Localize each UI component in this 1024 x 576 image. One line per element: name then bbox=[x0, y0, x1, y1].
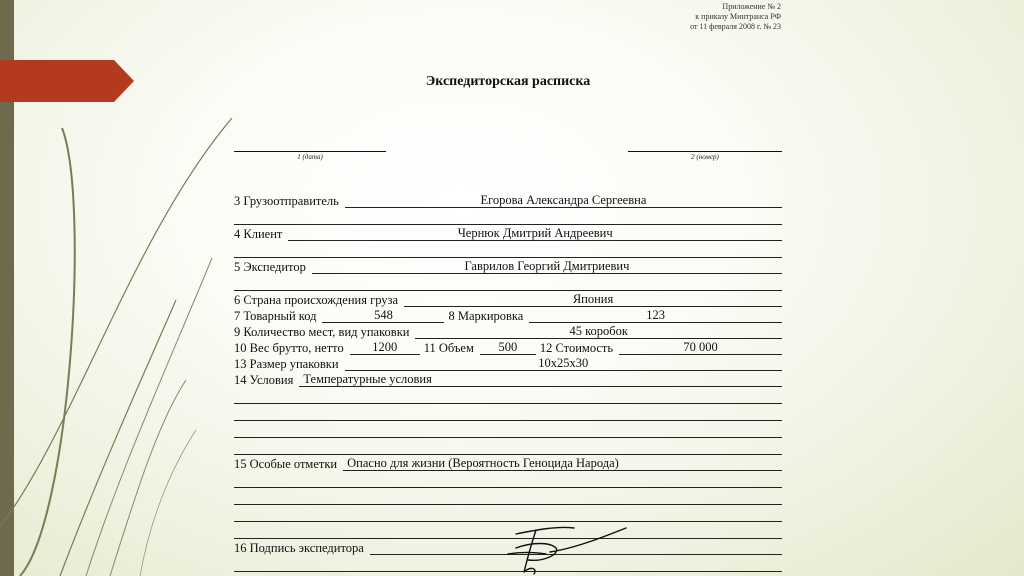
client-field[interactable]: Чернюк Дмитрий Андреевич bbox=[288, 226, 782, 241]
commodity-marking-row bbox=[234, 307, 782, 323]
client-label: 4 Клиент bbox=[234, 227, 283, 241]
origin-country-row bbox=[234, 291, 782, 307]
approval-line-3: от 11 февраля 2008 г. № 23 bbox=[690, 22, 781, 31]
commodity-code-label: 7 Товарный код bbox=[234, 309, 317, 323]
client-row bbox=[234, 225, 782, 241]
weight-volume-cost-row bbox=[234, 339, 782, 355]
marking-label: 8 Маркировка bbox=[448, 309, 524, 323]
blank-line bbox=[234, 241, 782, 258]
cost-label: 12 Стоимость bbox=[539, 341, 614, 355]
shipper-row bbox=[234, 192, 782, 208]
package-size-field[interactable]: 10x25x30 bbox=[345, 356, 782, 371]
commodity-code-field[interactable]: 548 bbox=[322, 308, 444, 323]
date-field[interactable] bbox=[234, 151, 386, 152]
packages-label: 9 Количество мест, вид упаковки bbox=[234, 325, 410, 339]
blank-line bbox=[234, 421, 782, 438]
package-size-row bbox=[234, 355, 782, 371]
conditions-row bbox=[234, 371, 782, 387]
special-notes-row bbox=[234, 455, 782, 471]
forwarder-row bbox=[234, 258, 782, 274]
approval-line-2: к приказу Минтранса РФ bbox=[695, 12, 781, 21]
blank-line bbox=[234, 387, 782, 404]
blank-line bbox=[234, 208, 782, 225]
origin-country-field[interactable]: Япония bbox=[404, 292, 782, 307]
blank-line bbox=[234, 274, 782, 291]
marking-field[interactable]: 123 bbox=[529, 308, 782, 323]
blank-line bbox=[234, 471, 782, 488]
weight-field[interactable]: 1200 bbox=[350, 340, 420, 355]
special-notes-label: 15 Особые отметки bbox=[234, 457, 338, 471]
shipper-label: 3 Грузоотправитель bbox=[234, 194, 339, 208]
blank-line bbox=[234, 438, 782, 455]
conditions-label: 14 Условия bbox=[234, 373, 294, 387]
handwritten-signature bbox=[506, 522, 636, 576]
approval-note bbox=[690, 2, 781, 32]
volume-field[interactable]: 500 bbox=[480, 340, 536, 355]
packages-field[interactable]: 45 коробок bbox=[415, 324, 782, 339]
receipt-form bbox=[234, 192, 782, 572]
blank-line bbox=[234, 488, 782, 505]
date-caption: 1 (дата) bbox=[297, 153, 323, 161]
forwarder-field[interactable]: Гаврилов Георгий Дмитриевич bbox=[312, 259, 782, 274]
signature-label: 16 Подпись экспедитора bbox=[234, 541, 364, 555]
approval-line-1: Приложение № 2 bbox=[722, 2, 781, 11]
origin-country-label: 6 Страна происхождения груза bbox=[234, 293, 399, 307]
shipper-field[interactable]: Егорова Александра Сергеевна bbox=[345, 193, 782, 208]
conditions-field[interactable]: Температурные условия bbox=[299, 372, 782, 387]
packages-row bbox=[234, 323, 782, 339]
blank-line bbox=[234, 404, 782, 421]
blank-line bbox=[234, 505, 782, 522]
cost-field[interactable]: 70 000 bbox=[619, 340, 782, 355]
weight-label: 10 Вес брутто, нетто bbox=[234, 341, 344, 355]
volume-label: 11 Объем bbox=[423, 341, 474, 355]
number-caption: 2 (номер) bbox=[691, 153, 719, 161]
document-title: Экспедиторская расписка bbox=[425, 74, 591, 89]
package-size-label: 13 Размер упаковки bbox=[234, 357, 339, 371]
number-field[interactable] bbox=[628, 151, 782, 152]
special-notes-field[interactable]: Опасно для жизни (Вероятность Геноцида Народа) bbox=[343, 456, 782, 471]
forwarder-label: 5 Экспедитор bbox=[234, 260, 306, 274]
